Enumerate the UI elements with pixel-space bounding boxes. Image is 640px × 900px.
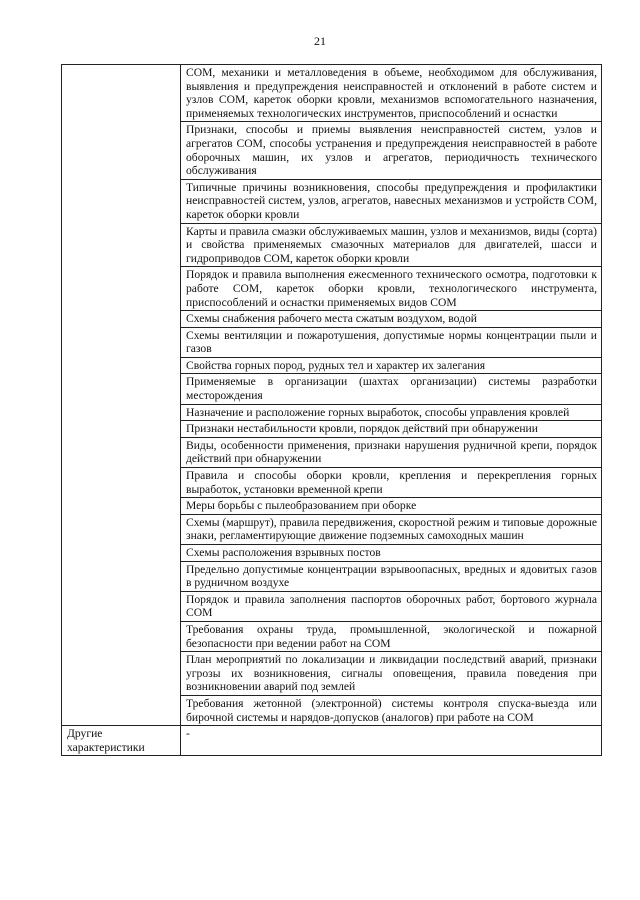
table-cell: Назначение и расположение горных выработок, способы управления кровлей — [181, 404, 602, 421]
table-cell: Схемы снабжения рабочего места сжатым воздухом, водой — [181, 311, 602, 328]
table-row — [62, 65, 602, 122]
table-cell: Признаки, способы и приемы выявления неисправностей систем, узлов и агрегатов СОМ, способы устранения и предупреждения неисправностей в работе оборочных машин, их узлов и агрегатов, периодичность технического обслуживания — [181, 122, 602, 179]
section-label-cell — [62, 65, 181, 726]
table-cell: План мероприятий по локализации и ликвидации последствий аварий, признаки угрозы их возникновения, сигналы оповещения, правила поведения при возникновении аварий под землей — [181, 652, 602, 696]
table-cell: Требования жетонной (электронной) системы контроля спуска-выезда или бирочной системы и нарядов-допусков (аналогов) при работе на СОМ — [181, 695, 602, 725]
table-cell: Карты и правила смазки обслуживаемых машин, узлов и механизмов, виды (сорта) и свойства применяемых смазочных материалов для двигателей, шасси и гидроприводов СОМ, кареток оборки кровли — [181, 223, 602, 267]
table-cell: Меры борьбы с пылеобразованием при оборке — [181, 498, 602, 515]
table-row-other — [62, 726, 602, 756]
page-number: 21 — [314, 34, 326, 48]
table-cell: Признаки нестабильности кровли, порядок действий при обнаружении — [181, 421, 602, 438]
table-cell: Схемы (маршрут), правила передвижения, скоростной режим и типовые дорожные знаки, регламентирующие движение подземных самоходных машин — [181, 514, 602, 544]
table-cell: Свойства горных пород, рудных тел и характер их залегания — [181, 357, 602, 374]
table-cell: Схемы вентиляции и пожаротушения, допустимые нормы концентрации пыли и газов — [181, 327, 602, 357]
other-value: - — [181, 726, 602, 756]
table-cell: Схемы расположения взрывных постов — [181, 545, 602, 562]
table-cell: Типичные причины возникновения, способы предупреждения и профилактики неисправностей систем, узлов, агрегатов, навесных механизмов и устройств СОМ, кареток оборки кровли — [181, 179, 602, 223]
table-cell: Виды, особенности применения, признаки нарушения рудничной крепи, порядок действий при обнаружении — [181, 437, 602, 467]
table-cell: Порядок и правила выполнения ежесменного технического осмотра, подготовки к работе СОМ, кареток оборки кровли, технологического инструмента, приспособлений и оснастки применяемых видов СОМ — [181, 267, 602, 311]
other-label: Другие характеристики — [62, 726, 181, 756]
table-cell: Применяемые в организации (шахтах организации) системы разработки месторождения — [181, 374, 602, 404]
knowledge-table — [61, 64, 602, 756]
table-cell: Требования охраны труда, промышленной, экологической и пожарной безопасности при ведении работ на СОМ — [181, 621, 602, 651]
table-cell: Правила и способы оборки кровли, крепления и перекрепления горных выработок, установки временной крепи — [181, 468, 602, 498]
table-cell: Предельно допустимые концентрации взрывоопасных, вредных и ядовитых газов в рудничном воздухе — [181, 561, 602, 591]
table-cell: Порядок и правила заполнения паспортов оборочных работ, бортового журнала СОМ — [181, 591, 602, 621]
table-cell: СОМ, механики и металловедения в объеме, необходимом для обслуживания, выявления и предупреждения неисправностей и отклонений в работе систем и узлов СОМ, кареток оборки кровли, механизмов вспомогательного назначения, применяемых технологических инструментов, приспособлений и оснастки — [181, 65, 602, 122]
